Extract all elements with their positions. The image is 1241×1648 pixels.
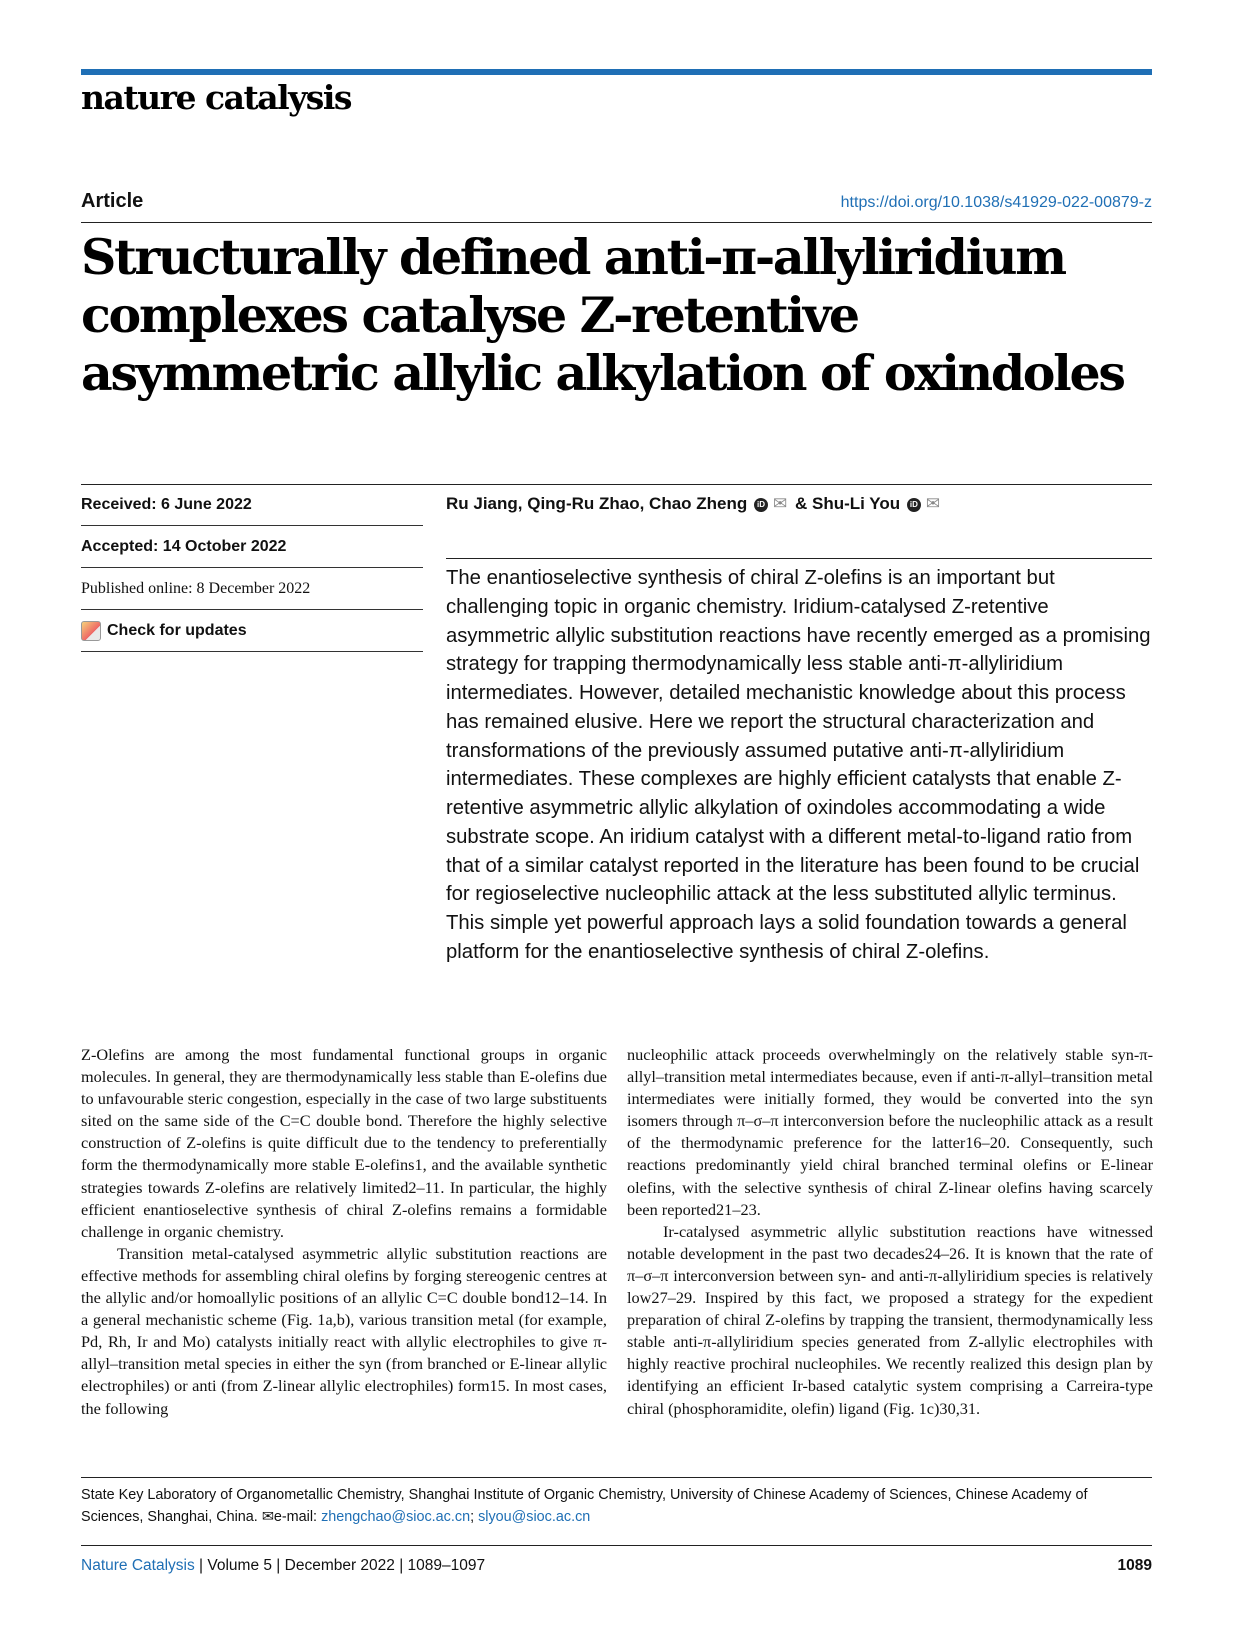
body-column-left — [81, 1044, 607, 1420]
email-link[interactable]: slyou@sioc.ac.cn — [478, 1509, 591, 1525]
journal-logo: nature catalysis — [81, 78, 351, 117]
article-dates — [81, 484, 423, 652]
body-paragraph: nucleophilic attack proceeds overwhelmingly on the relatively stable syn-π-allyl–transition metal intermediates because, even if anti-π-allyl–transition metal intermediates were initially formed, they would be converted into the syn isomers through π–σ–π interconversion before the nucleophilic attack as a result of the thermodynamic preference for the latter16–20. Consequently, such reactions predominantly yield chiral branched terminal olefins or E-linear olefins, with the selective synthesis of chiral Z-linear olefins having scarcely been reported21–23. — [627, 1045, 1153, 1219]
received-date: Received: 6 June 2022 — [81, 484, 423, 526]
check-updates-icon — [81, 621, 101, 641]
affiliation — [81, 1484, 1152, 1528]
abstract: The enantioselective synthesis of chiral Z-olefins is an important but challenging topic in organic chemistry. Iridium-catalysed Z-retentive asymmetric allylic substitution reactions have recently emerged as a promising strategy for trapping thermodynamically less stable anti-π-allyliridium intermediates. However, detailed mechanistic knowledge about this process has remained elusive. Here we report the structural characterization and transformations of the previously assumed putative anti-π-allyliridium intermediates. These complexes are highly efficient catalysts that enable Z-retentive asymmetric allylic alkylation of oxindoles accommodating a wide substrate scope. An iridium catalyst with a different metal-to-ligand ratio from that of a similar catalyst reported in the literature has been found to be crucial for regioselective nucleophilic attack at the less substituted allylic terminus. This simple yet powerful approach lays a solid foundation towards a general platform for the enantioselective synthesis of chiral Z-olefins. — [446, 567, 1151, 963]
author-list — [446, 494, 943, 514]
body-paragraph: Ir-catalysed asymmetric allylic substitution reactions have witnessed notable development in the past two decades24–26. It is known that the rate of π–σ–π interconversion between syn- and anti-π-allyliridium species is relatively low27–29. Inspired by this fact, we proposed a strategy for the expedient preparation of chiral Z-olefins by trapping the transient, thermodynamically less stable anti-π-allyliridium species generated from Z-allylic electrophiles with highly reactive prochiral nucleophiles. We recently realized this design plan by identifying an efficient Ir-based catalytic system comprising a Carreira-type chiral (phosphoramidite, olefin) ligand (Fig. 1c)30,31. — [627, 1221, 1153, 1418]
article-title: Structurally defined anti-π-allyliridium complexes catalyse Z-retentive asymmetric allylic alkylation of oxindoles — [81, 228, 1124, 402]
orcid-icon[interactable]: iD — [754, 498, 768, 512]
accepted-date: Accepted: 14 October 2022 — [81, 526, 423, 568]
email-icon[interactable]: ✉ — [773, 494, 788, 513]
doi-link[interactable]: https://doi.org/10.1038/s41929-022-00879-z — [840, 194, 1152, 211]
page-number: 1089 — [1117, 1557, 1152, 1574]
email-separator: ; — [470, 1509, 475, 1525]
affiliation-text: State Key Laboratory of Organometallic Chemistry, Shanghai Institute of Organic Chemistry, University of Chinese Academy of Sciences, Chinese Academy of Sciences, Shanghai, China. — [81, 1487, 1088, 1525]
journal-name-link[interactable]: Nature Catalysis — [81, 1557, 195, 1574]
orcid-icon[interactable]: iD — [907, 498, 921, 512]
article-type: Article — [81, 190, 144, 212]
citation-details: | Volume 5 | December 2022 | 1089–1097 — [199, 1557, 486, 1574]
body-paragraph: Transition metal-catalysed asymmetric allylic substitution reactions are effective methods for assembling chiral olefins by forging stereogenic centres at the allylic and/or homoallylic positions of an allylic C=C double bond12–14. In a general mechanistic scheme (Fig. 1a,b), various transition metal (for example, Pd, Rh, Ir and Mo) catalysts initially react with allylic electrophiles to give π-allyl–transition metal species in either the syn (from branched or E-linear allylic electrophiles) or anti (from Z-linear allylic electrophiles) form15. In most cases, the following — [81, 1243, 607, 1418]
divider — [81, 222, 1152, 223]
journal-accent-bar — [81, 69, 1152, 75]
email-icon: ✉ — [261, 1509, 274, 1525]
published-date: Published online: 8 December 2022 — [81, 568, 423, 610]
divider — [81, 1545, 1152, 1546]
check-updates-label: Check for updates — [107, 622, 247, 639]
authors-part-1: Ru Jiang, Qing-Ru Zhao, Chao Zheng — [446, 494, 748, 513]
check-updates-button[interactable] — [81, 610, 423, 652]
email-link[interactable]: zhengchao@sioc.ac.cn — [321, 1509, 471, 1525]
journal-citation — [81, 1557, 485, 1575]
divider — [446, 558, 1152, 559]
divider — [81, 1477, 1152, 1478]
authors-part-2: & Shu-Li You — [794, 494, 901, 513]
body-paragraph: Z-Olefins are among the most fundamental functional groups in organic molecules. In general, they are thermodynamically less stable than E-olefins due to unfavourable steric congestion, especially in the case of two large substituents sited on the same side of the C=C double bond. Therefore the highly selective construction of Z-olefins is quite difficult due to the tendency to preferentially form the thermodynamically more stable E-olefins1, and the available synthetic strategies towards Z-olefins are relatively limited2–11. In particular, the highly efficient enantioselective synthesis of chiral Z-olefins remains a formidable challenge in organic chemistry. — [81, 1045, 607, 1241]
email-icon[interactable]: ✉ — [925, 494, 941, 513]
body-column-right — [627, 1044, 1153, 1420]
email-label: e-mail: — [273, 1509, 318, 1525]
